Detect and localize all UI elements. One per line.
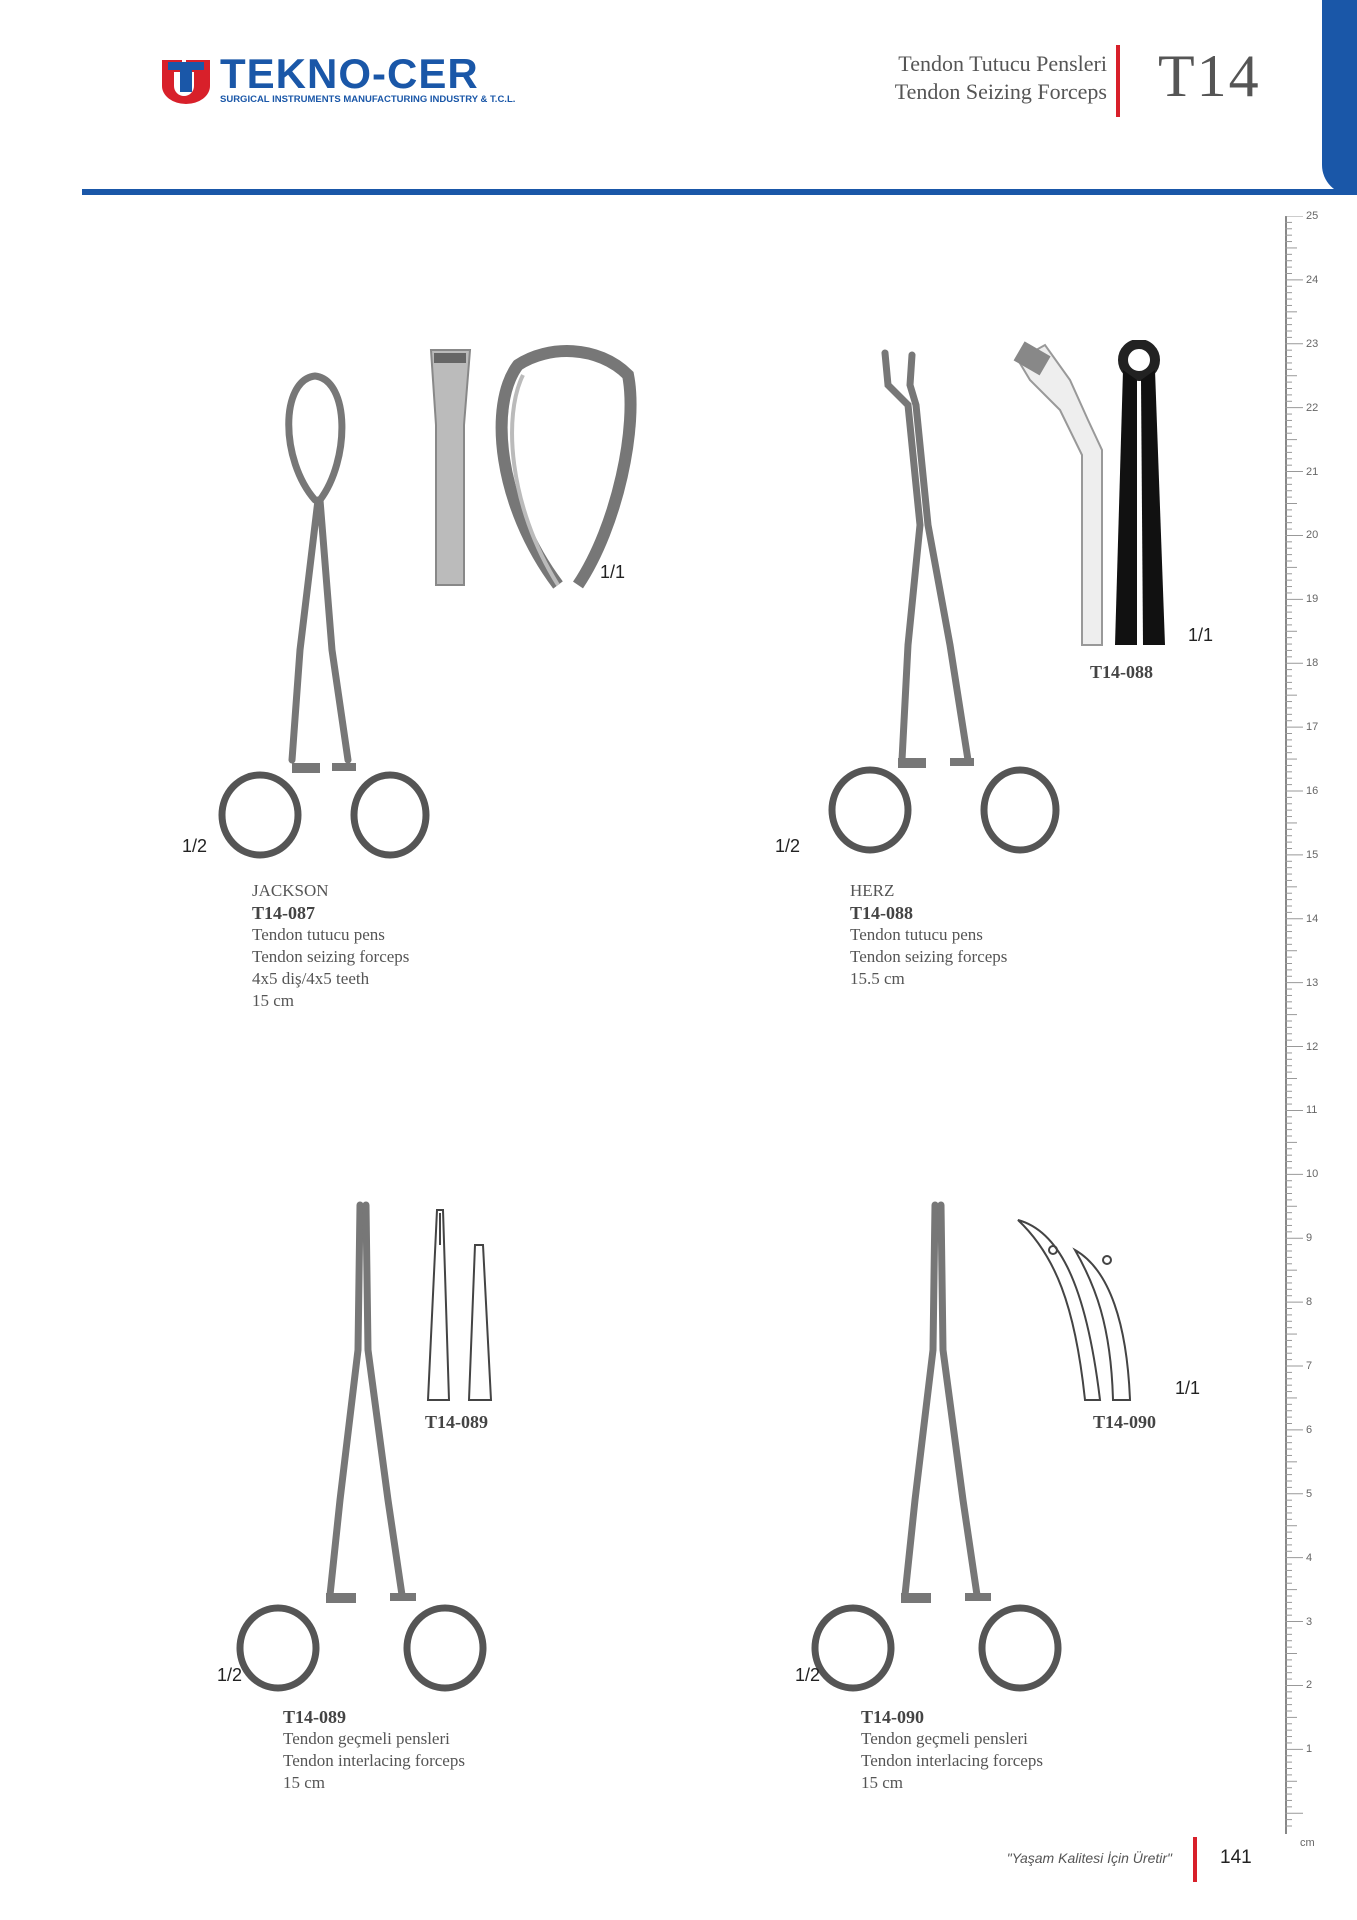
ruler-label: 5 bbox=[1306, 1487, 1313, 1500]
brand-subtitle: SURGICAL INSTRUMENTS MANUFACTURING INDUSTRY & T.C.L. bbox=[220, 94, 516, 105]
herz-caption bbox=[850, 880, 1007, 990]
ruler-label: 11 bbox=[1306, 1104, 1318, 1117]
jackson-caption bbox=[252, 880, 409, 1012]
ruler-label: 23 bbox=[1306, 337, 1319, 350]
product-desc-tr: Tendon tutucu pens bbox=[252, 925, 385, 944]
product-desc-tr: Tendon geçmeli pensleri bbox=[861, 1729, 1028, 1748]
product-size: 15.5 cm bbox=[850, 969, 905, 988]
product-desc-tr: Tendon geçmeli pensleri bbox=[283, 1729, 450, 1748]
ruler-label: 9 bbox=[1306, 1232, 1313, 1245]
header-corner-accent bbox=[1322, 0, 1357, 195]
product-desc-tr: Tendon tutucu pens bbox=[850, 925, 983, 944]
ruler-label: 1 bbox=[1306, 1743, 1313, 1756]
section-title bbox=[895, 50, 1107, 106]
ruler-label: 18 bbox=[1306, 657, 1319, 670]
product-name: HERZ bbox=[850, 881, 895, 900]
ruler-label: 21 bbox=[1306, 465, 1319, 478]
ruler-label: 19 bbox=[1306, 593, 1319, 606]
t14-089-tip-detail-image bbox=[425, 1205, 505, 1405]
product-desc-en: Tendon interlacing forceps bbox=[283, 1751, 465, 1770]
product-size: 15 cm bbox=[861, 1773, 904, 1792]
t14-090-detail-label: T14-090 bbox=[1093, 1412, 1156, 1432]
ruler-label: 6 bbox=[1306, 1423, 1313, 1436]
product-size: 15 cm bbox=[283, 1773, 326, 1792]
section-code: T14 bbox=[1158, 43, 1261, 109]
brand-name: TEKNO-CER bbox=[220, 50, 479, 97]
logo-mark-icon bbox=[160, 56, 212, 104]
ruler-label: 24 bbox=[1306, 273, 1319, 286]
product-size: 15 cm bbox=[252, 991, 295, 1010]
product-code: T14-089 bbox=[283, 1707, 346, 1727]
ruler-label: 12 bbox=[1306, 1040, 1319, 1053]
ruler-label: 25 bbox=[1306, 210, 1319, 222]
ruler-label: 16 bbox=[1306, 785, 1319, 797]
section-title-tr: Tendon Tutucu Pensleri bbox=[898, 51, 1107, 76]
t14-090-tip-detail-image bbox=[1015, 1215, 1175, 1405]
header-rule bbox=[82, 189, 1357, 195]
ruler-label: 22 bbox=[1306, 401, 1319, 414]
product-desc-en: Tendon interlacing forceps bbox=[861, 1751, 1043, 1770]
ruler-label: 14 bbox=[1306, 912, 1319, 925]
product-code: T14-090 bbox=[861, 1707, 924, 1727]
t14-089-detail-label: T14-089 bbox=[425, 1412, 488, 1432]
ruler-label: 17 bbox=[1306, 721, 1319, 734]
ruler-label: 10 bbox=[1306, 1168, 1319, 1181]
page-number: 141 bbox=[1220, 1847, 1252, 1868]
herz-detail-label: T14-088 bbox=[1090, 662, 1153, 682]
jackson-tip-detail-image bbox=[428, 345, 483, 590]
t14-090-main-scale: 1/2 bbox=[795, 1665, 821, 1685]
t14-089-main-scale: 1/2 bbox=[217, 1665, 243, 1685]
ruler-label: 13 bbox=[1306, 976, 1319, 989]
ruler-label: 4 bbox=[1306, 1551, 1313, 1564]
footer-slogan: "Yaşam Kalitesi İçin Üretir" bbox=[1006, 1850, 1172, 1866]
product-code: T14-087 bbox=[252, 903, 315, 923]
herz-detail-scale: 1/1 bbox=[1188, 625, 1214, 645]
product-desc-en: Tendon seizing forceps bbox=[252, 947, 410, 966]
footer-divider bbox=[1193, 1837, 1197, 1882]
jackson-forceps-image bbox=[200, 370, 460, 860]
product-teeth: 4x5 diş/4x5 teeth bbox=[252, 969, 370, 988]
ruler-label: 15 bbox=[1306, 848, 1319, 861]
section-title-en: Tendon Seizing Forceps bbox=[894, 79, 1107, 104]
ruler-label: 8 bbox=[1306, 1296, 1313, 1309]
jackson-jaw-detail-image bbox=[478, 345, 638, 590]
product-desc-en: Tendon seizing forceps bbox=[850, 947, 1008, 966]
product-name: JACKSON bbox=[252, 881, 329, 900]
ruler-label: 7 bbox=[1306, 1360, 1313, 1372]
herz-tip-side-detail-image bbox=[1010, 340, 1110, 650]
ruler-label: 3 bbox=[1306, 1615, 1313, 1628]
ruler-label: 20 bbox=[1306, 529, 1319, 542]
herz-jaw-front-detail-image bbox=[1105, 340, 1185, 650]
brand-logo bbox=[160, 50, 516, 110]
jackson-main-scale: 1/2 bbox=[182, 836, 208, 856]
header-divider bbox=[1116, 45, 1120, 117]
ruler-label: 2 bbox=[1306, 1679, 1313, 1692]
herz-main-scale: 1/2 bbox=[775, 836, 801, 856]
t14-090-detail-scale: 1/1 bbox=[1175, 1378, 1201, 1398]
t14-090-caption bbox=[861, 1706, 1043, 1794]
jackson-detail-scale: 1/1 bbox=[600, 562, 626, 582]
product-code: T14-088 bbox=[850, 903, 913, 923]
ruler-ticks bbox=[1285, 216, 1305, 1836]
ruler-unit: cm bbox=[1300, 1837, 1315, 1849]
t14-089-caption bbox=[283, 1706, 465, 1794]
